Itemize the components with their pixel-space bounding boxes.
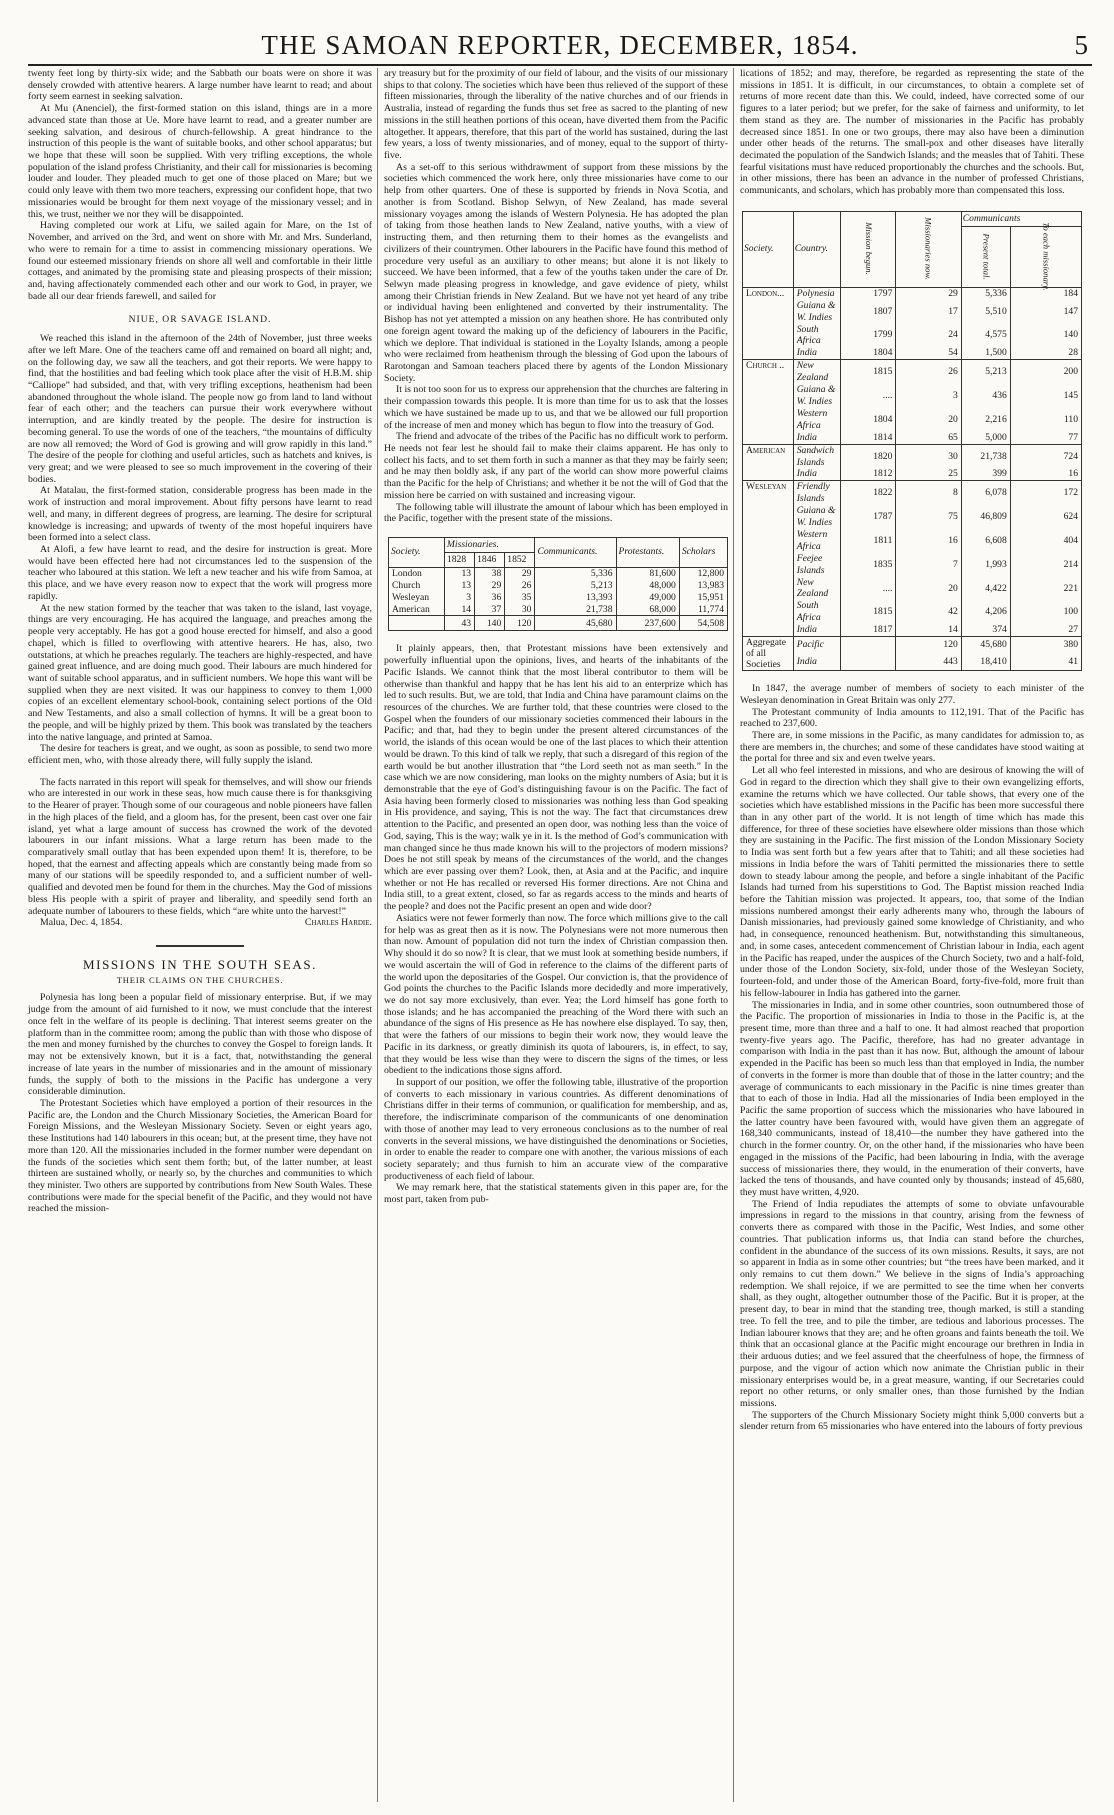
- table-cell: 120: [505, 616, 535, 631]
- article-title: MISSIONS IN THE SOUTH SEAS.: [82, 957, 317, 973]
- table-cell: 1822: [840, 481, 896, 505]
- table-cell: 18,410: [961, 654, 1010, 671]
- table-header: Communicants.: [535, 538, 616, 568]
- table-cell: 8: [896, 481, 961, 505]
- table-cell: 28: [1010, 347, 1081, 359]
- table-row: [743, 600, 1082, 624]
- paragraph: The missionaries in India, and in some other countries, soon outnumbered those of the Pacific. The proportion of missionaries in India to those in the Pacific is, at the present time, more than three and a half to one. It had almost reached that proportion twenty-five years ago. The Pacific, therefore, has had no greater advantage in comparison with India in the past than it has now. But, although the amount of labour expended in the Pacific has been so much less than that employed in India, the number of converts in the former is more than double that of those in the latter country; and the average of communicants to each missionary in the Pacific is nine times greater than that to each of those in India. Had all the missionaries of India been employed in the Pacific the same proportion of success which the missionaries who have laboured in the latter country have been favoured with, would have given them an aggregate of 168,340 communicants, instead of 18,410—the number they have gathered into the church in the former country. Or, on the other hand, if the missionaries who have been engaged in the missions of the Pacific, had been labouring in India, with the average success of missionaries there, they would, in the enumeration of their converts, have lacked the tens of thousands, and have counted only by thousands; instead of 45,680, they must have written, 4,920.: [740, 999, 1084, 1198]
- table-cell: Guiana & W. Indies: [793, 384, 840, 408]
- table-cell: 49,000: [616, 592, 679, 604]
- table-cell: 2,216: [961, 408, 1010, 432]
- table-cell: 30: [896, 444, 961, 468]
- table-header: Society.: [389, 538, 445, 568]
- table-cell: 43: [444, 616, 474, 631]
- table-cell: [743, 408, 794, 432]
- paragraph: The Friend of India repudiates the attempts of some to obviate unfavourable impressions in regard to the missions in that country, arising from the fewness of converts there as compared with those in the Pacific, West Indies, and some other countries. That publication informs us, that India can stand before the churches, confident in the abundance of the success of its own missions. Results, it says, are not so apparent in India as in some other countries; but “the trees have been marked, and it only remains to cut them down.” We believe in the signs of India’s approaching redemption. We shall rejoice, if we are permitted to see the time when her converts shall, as they ought, altogether outnumber those of the Pacific. But it is proper, at the present day, to bear in mind that the standing tree, though marked, is still a standing tree. To fell the tree, and to pile the timber, are tedious and laborious processes. The Indian labourer knows that they are; and he often groans and faints beneath the toil. We think that an occasional glance at the Pacific might encourage our brethren in India in their arduous duties; and we feel assured that the cheerfulness of hope, the firmness of purpose, and the vigour of action which now animate the Christian public in their missionary enterprises would be, in a great measure, wanting, if our Secretaries could report no other returns, or only smaller ones, than those furnished by the Indian missions.: [740, 1198, 1084, 1409]
- table-cell: 65: [896, 432, 961, 444]
- table-cell: 20: [896, 577, 961, 601]
- table-cell: 184: [1010, 287, 1081, 299]
- table-cell: 48,000: [616, 580, 679, 592]
- page-number: 5: [1074, 30, 1088, 60]
- table-cell: 15,951: [679, 592, 727, 604]
- table-cell: Aggregate of all Societies: [743, 637, 794, 671]
- table-cell: 1787: [840, 505, 896, 529]
- table-header-year: 1828: [444, 552, 474, 567]
- table-cell: [743, 553, 794, 577]
- paragraph: It plainly appears, then, that Protestant missions have been extensively and powerfully influential upon the opinions, lives, and hearts of the inhabitants of the Pacific Islands. We cannot think that the most liberal contributor to them will be otherwise than thankful and happy that he has lent his aid to an enterprize which has led to such results. But, we are told, that India and China have paramount claims on the resources of the churches. We are further told, that these countries were closed to the Gospel when the founders of our missionary societies commenced their labours in the Pacific; and that, had they to begin under the present altered circumstances of the world, the islands of this ocean would be one of the last places to which their attention would be drawn. To this kind of talk we reply, that such a disregard of this region of the earth would be but another illustration that “the Lord seeth not as man seeth.” In the case which we are now considering, man looks on the mighty numbers of Asia; but it is demonstrable that the eye of God’s distinguishing favour is on the Pacific. The fact of Asia having been formerly closed to missionaries was nothing less than God speaking in His providence, and saying, This is not the way. The fact that circumstances drew attention to the Pacific, and presented an open door, was nothing less than the voice of God, saying, This is the way; walk ye in it. Is the method of God’s communication with man changed since he thus made known his will to the projectors of modern missions? Does he not still speak by means of the circumstances of the world, and the changes which are ever passing over them? Look, then, at Asia and at the Pacific, and inquire whether or not He has recalled or reversed His former directions. Are not China and India still, to a great extent, closed, so far as regards access to the minds and hearts of the people? and does not the Pacific present an open and wide door?: [384, 643, 728, 913]
- table-cell: [743, 529, 794, 553]
- table-cell: 68,000: [616, 604, 679, 616]
- table-header: [896, 211, 961, 287]
- table-cell: Western Africa: [793, 529, 840, 553]
- paragraph: We reached this island in the afternoon of the 24th of November, just three weeks after we left Mare. One of the teachers came off and remained on board all night; and, on the following day, we saw all the teachers, and got their reports. We were happy to find, that the hostilities and bad feeling which took place after the visit of H.B.M. ship “Calliope” had subsided, and that, with very trifling exceptions, heathenism had been abandoned throughout the whole island. The people now go from land to land without fear of each other; and the teachers can pursue their work everywhere without interruption, and are kindly treated by the people. The desire for instruction is becoming general. To use the words of one of the teachers, “the mountains of difficulty are now all removed; the Word of God is growing and will grow rapidly in this land.” The desire of the people for clothing and useful articles, such as hatchets and knives, is very great; and we were pleased to see so much improvement in the covering of their bodies.: [28, 333, 372, 485]
- paragraph: The supporters of the Church Missionary Society might think 5,000 converts but a slender return from 65 missionaries who have entered into the labours of forty previous: [740, 1409, 1084, 1433]
- table-cell: 140: [475, 616, 505, 631]
- table-cell: 1815: [840, 600, 896, 624]
- table-cell: 443: [896, 654, 961, 671]
- table-row: [743, 553, 1082, 577]
- table-cell: 1815: [840, 360, 896, 384]
- table-cell: 1804: [840, 347, 896, 359]
- table-cell: 13: [444, 567, 474, 579]
- table-cell: London...: [743, 287, 794, 299]
- divider: [156, 945, 244, 947]
- table-header: [840, 211, 896, 287]
- table-cell: 3: [444, 592, 474, 604]
- table-cell: 5,336: [535, 567, 616, 579]
- table-cell: 724: [1010, 444, 1081, 468]
- table-cell: 21,738: [961, 444, 1010, 468]
- table-cell: 20: [896, 408, 961, 432]
- table-cell: 145: [1010, 384, 1081, 408]
- table-row: [743, 408, 1082, 432]
- paragraph: At Matalau, the first-formed station, considerable progress has been made in the work of instruction and moral improvement. About fifty persons have learnt to read well, and many, in different degrees of progress, are learning. The desire for scriptural knowledge is increasing; and upwards of twenty of the most hopeful inquirers have been formed into a select class.: [28, 485, 372, 544]
- paragraph: twenty feet long by thirty-six wide; and the Sabbath our boats were on shore it was densely crowded with attentive hearers. A large number have learnt to read; and about forty seem earnest in seeking salvation.: [28, 68, 372, 103]
- table-cell: 11,774: [679, 604, 727, 616]
- table-cell: American: [743, 444, 794, 468]
- paragraph: The desire for teachers is great, and we ought, as soon as possible, to send two more efficient men, who, with those already there, will fully supply the island.: [28, 743, 372, 766]
- table-header: [961, 226, 1010, 287]
- paragraph: Let all who feel interested in missions, and who are desirous of knowing the will of God in regard to the direction which they shall give to their own evangelizing efforts, examine the returns which we have collected. Our table shows, that every one of the societies which have established missions in the Pacific has been more successful there than in any other part of the world. It is not length of time which has made this difference, for three of these societies have elsewhere older missions than those which they are sustaining in the Pacific. The first mission of the London Missionary Society to India was sent forth but a few years after that to Tahiti; and all these societies had missions in India before the wars of Tahiti permitted the missionaries there to settle down to steady labour among the people, and before a single inhabitant of the Pacific Islands had turned from his superstitions to God. The Baptist mission reached India before the Tahitian mission was projected. It appears, too, that some of the Indian missions numbered amongst their early adherents many who, through the labours of Danish missionaries, had previously gained some knowledge of Christianity, and who had, in consequence, renounced heathenism. But, notwithstanding this simultaneous, and, in some cases, antecedent commencement of Christian labour in India, each agent in the Pacific has reaped, under the auspices of the Church Society, two and a half-fold, under those of the London Society, six-fold, under those of the Wesleyan Society, fourteen-fold, and under those of the American Board, forty-five-fold, more fruit than his fellow-labourer in India has gathered into the garner.: [740, 765, 1084, 999]
- table-cell: Church: [389, 580, 445, 592]
- table-body: [389, 567, 728, 616]
- table-cell: 38: [475, 567, 505, 579]
- table-row: [743, 300, 1082, 324]
- table-cell: [743, 324, 794, 348]
- table-cell: 26: [505, 580, 535, 592]
- table-cell: 77: [1010, 432, 1081, 444]
- table-row: [743, 577, 1082, 601]
- table-cell: 54,508: [679, 616, 727, 631]
- table-cell: 3: [896, 384, 961, 408]
- table-cell: 1807: [840, 300, 896, 324]
- table-cell: 110: [1010, 408, 1081, 432]
- table-header: [1010, 222, 1081, 291]
- paragraph: Having completed our work at Lifu, we sailed again for Mare, on the 1st of November, and arrived on the 3rd, and went on shore with Mr. and Mrs. Sunderland, who were to remain for a time to assist in commencing missionary operations. We found our esteemed missionary friends on shore all well and comfortable in their little cottages, and animated by the promising state and pleasing prospects of their mission; and, having affectionately commended each other and our work to God, in prayer, we bade all our dear friends farewell, and sailed for: [28, 220, 372, 302]
- paragraph: We may remark here, that the statistical statements given in this paper are, for the most part, taken from pub-: [384, 1182, 728, 1206]
- table-cell: 42: [896, 600, 961, 624]
- table-cell: Pacific: [793, 637, 840, 654]
- paragraph: It is not too soon for us to express our apprehension that the churches are faltering in their compassion towards this people. It is more than time for us to ask that the losses which we have sustained be made up to us, and that we be allowed our full proportion of the increase of men and money which has begun to flow into the treasury of God.: [384, 384, 728, 431]
- table-cell: [743, 468, 794, 480]
- table-cell: 4,575: [961, 324, 1010, 348]
- table-cell: Sandwich Islands: [793, 444, 840, 468]
- table-row: [743, 444, 1082, 468]
- table-cell: 1799: [840, 324, 896, 348]
- table-header-label: To each missionary.: [1041, 222, 1052, 291]
- table-row: [743, 468, 1082, 480]
- missionaries-table: [388, 537, 728, 631]
- table-cell: 12,800: [679, 567, 727, 579]
- table-cell: 5,336: [961, 287, 1010, 299]
- paragraph: In support of our position, we offer the following table, illustrative of the proportion of converts to each missionary in various countries. As different denominations of Christians differ in their terms of communion, or qualification for membership, and as, therefore, the indiscriminate comparison of the communicants of one denomination with those of another may lead to very erroneous conclusions as to the number of real converts in the several missions, we have distinguished the denominations or Societies, in order to enable the reader to compare one with another, the various missions of each society separately; and thus furnish to him an accurate view of the comparative productiveness of each field of labour.: [384, 1076, 728, 1182]
- table-total-row: [389, 616, 728, 631]
- table-row: [389, 567, 728, 579]
- paragraph: There are, in some missions in the Pacific, as many candidates for admission to, as there are members in, the churches; and some of these candidates have stood waiting at the portal for three and six and even twelve years.: [740, 729, 1084, 765]
- table-cell: 13,983: [679, 580, 727, 592]
- table-cell: ....: [840, 384, 896, 408]
- table-cell: 1812: [840, 468, 896, 480]
- table-cell: Wesleyan: [743, 481, 794, 505]
- newspaper-title: THE SAMOAN REPORTER, DECEMBER, 1854.: [261, 30, 859, 60]
- paragraph: The facts narrated in this report will speak for themselves, and will show our friends who are interested in our work in these seas, how much cause there is for thanksgiving to the Hearer of prayer. Though some of our courageous and noble pioneers have fallen in the high places of the field, and a gloom has, for the present, been cast over one fair island, yet what a large amount of success has crowned the work of the devoted labourers in our infant missions. What a large return has been made to the comparatively small outlay that has been expended upon them! It is, therefore, to be hoped, that the earnest and affecting appeals which are constantly being made from so many of our stations will be speedily responded to, and a sufficient number of well-qualified and devoted men be found for them in the churches. May the God of missions bless His people with a spirit of prayer and liberality, and speedily send forth an adequate number of labourers to these fields, which “are white unto the harvest!”: [28, 776, 372, 917]
- paragraph: Polynesia has long been a popular field of missionary enterprise. But, if we may judge from the amount of aid furnished to it now, we must conclude that the interest once felt in the welfare of its people is declining. That interest seems greater on the platform than in the committee room; among the public than with those who dispose of the men and money furnished by the churches to convey the Gospel to foreign lands. It may not be extensively known, but it is a fact, that, notwithstanding the general increase of late years in the number of missionaries and in the amount of missionary funds, the supply of both to the missions in the Pacific has undergone a very considerable diminution.: [28, 992, 372, 1098]
- table-cell: [743, 624, 794, 636]
- table-row: [389, 580, 728, 592]
- table-cell: 14: [444, 604, 474, 616]
- table-cell: 13: [444, 580, 474, 592]
- table-cell: [743, 600, 794, 624]
- table-cell: [743, 347, 794, 359]
- table-row: [743, 529, 1082, 553]
- paragraph: As a set-off to this serious withdrawment of support from these missions by the societies which commenced the work here, only three missionaries have come to our help from other quarters. One of these is supported by friends in Nova Scotia, and another is from Scotland. Bishop Selwyn, of New Zealand, has made several missionary voyages among the islands of Western Polynesia. He has adopted the plan of taking from those heathen lands to New Zealand, native youths, with a view of instructing them, and then returning them to their homes as the evangelists and civilizers of their countrymen. Other labourers in the Pacific have found this method of procedure very useful as an auxiliary to other means; but alone it is not likely to succeed. We have been informed, that a few of the youths taken under the care of Dr. Selwyn made pleasing progress in knowledge, and gave evidence of piety, whilst among their Christian friends in New Zealand. But we have not yet heard of any tribe or individual having been enlightened and converted by their instrumentality. The Bishop has not yet attempted a mission on any heathen shore. He has contributed only one foreign agent toward the making up of the deficiency of labourers in the Pacific, which we deplore. That individual is stationed in the Loyalty Islands, among a people who were reclaimed from heathenism through the blessing of God upon the labours of Rarotongan and Samoan teachers placed there by agents of the London Missionary Society.: [384, 161, 728, 384]
- table-cell: [743, 432, 794, 444]
- table-cell: Church ..: [743, 360, 794, 384]
- table-cell: 380: [1010, 637, 1081, 654]
- table-cell: 237,600: [616, 616, 679, 631]
- paragraph: At Alofi, a few have learnt to read, and the desire for instruction is great. More would have been effected here had not circumstances led to the suspension of the teacher who laboured at this station. We left a new teacher and his wife from Samoa, at this place, and we have every reason now to expect that the work will progress more rapidly.: [28, 544, 372, 602]
- table-cell: 4,206: [961, 600, 1010, 624]
- table-cell: 75: [896, 505, 961, 529]
- paragraph: Asiatics were not fewer formerly than now. The force which millions give to the call for help was as great then as it is now. The Polynesians were not more numerous then than now. Amount of population did not turn the index of Christian compassion then. Why should it do so now? It is clear, that we must look at something beside numbers, if we would ascertain the will of God in reference to the claims of the different parts of the world upon the depositaries of the Gospel. Our conviction is, that the providence of God points the churches to the Pacific Islands more decidedly and more imperatively, we do not say more exclusively, than ever. Yea; the Lord himself has gone forth to those islands; and he has accompanied the preaching of the Word there with such an abundance of the signs of His presence as He has nowhere else displayed. To say, then, that were the fathers of our missions to begin their work now, they would leave the Pacific in its darkness, or greatly diminish its quota of labourers, is, in effect, to say, that they would be less wise than they were to discern the signs of the times, or less obedient to the indications those signs afford.: [384, 912, 728, 1077]
- table-header: Society.: [743, 211, 794, 287]
- table-cell: Friendly Islands: [793, 481, 840, 505]
- table-row: [743, 287, 1082, 299]
- table-cell: 172: [1010, 481, 1081, 505]
- table-row: [743, 384, 1082, 408]
- table-cell: 624: [1010, 505, 1081, 529]
- table-cell: India: [793, 432, 840, 444]
- table-cell: 5,213: [961, 360, 1010, 384]
- table-cell: 1811: [840, 529, 896, 553]
- table-cell: New Zealand: [793, 577, 840, 601]
- table-row: [743, 347, 1082, 359]
- table-row: [743, 432, 1082, 444]
- table-cell: 140: [1010, 324, 1081, 348]
- table-row: [743, 637, 1082, 654]
- table-cell: 46,809: [961, 505, 1010, 529]
- table-header-label: Missionaries now.: [924, 217, 935, 281]
- table-row: [743, 505, 1082, 529]
- table-cell: 29: [896, 287, 961, 299]
- table-cell: 436: [961, 384, 1010, 408]
- table-cell: 81,600: [616, 567, 679, 579]
- table-cell: 17: [896, 300, 961, 324]
- table-cell: 147: [1010, 300, 1081, 324]
- table-cell: 1804: [840, 408, 896, 432]
- table-cell: 45,680: [535, 616, 616, 631]
- paragraph: The friend and advocate of the tribes of the Pacific has no difficult work to perform. He needs not fear lest he should fail to make their claims apparent. He has only to collect his facts, and to set them forth in such a manner as that they may be fairly seen; and he may then boldly ask, if any part of the world can show more powerful claims than the Pacific for the help of Christians; and whether it be not the will of God that the mission here be carried on with sustained and increasing vigour.: [384, 431, 728, 501]
- table-header: Missionaries.: [444, 538, 535, 553]
- table-cell: 200: [1010, 360, 1081, 384]
- table-cell: 37: [475, 604, 505, 616]
- table-cell: 27: [1010, 624, 1081, 636]
- table-cell: Polynesia: [793, 287, 840, 299]
- table-header-label: Mission begun.: [863, 222, 874, 276]
- table-cell: 13,393: [535, 592, 616, 604]
- table-cell: 26: [896, 360, 961, 384]
- table-cell: 24: [896, 324, 961, 348]
- table-cell: 21,738: [535, 604, 616, 616]
- paragraph: The following table will illustrate the amount of labour which has been employed in the Pacific, together with the present state of the missions.: [384, 501, 728, 525]
- table-header: Scholars: [679, 538, 727, 568]
- signature-line: [28, 917, 372, 929]
- section-heading: NIUE, OR SAVAGE ISLAND.: [128, 314, 272, 326]
- table-cell: 36: [475, 592, 505, 604]
- table-cell: 221: [1010, 577, 1081, 601]
- table-cell: India: [793, 654, 840, 671]
- table-cell: 41: [1010, 654, 1081, 671]
- table-cell: American: [389, 604, 445, 616]
- table-cell: India: [793, 624, 840, 636]
- paragraph: At Mu (Anenciel), the first-formed station on this island, things are in a more advanced state than those at Ue. More have learnt to read, and a greater number are seeking salvation, and desirous of church-fellowship. A great hindrance to the instruction of this people is the want of suitable books, and other school apparatus; but we hope that these will soon be supplied. With very trifling exceptions, the whole population of the island profess Christianity, and their call for missionaries is becoming louder and louder. They pleaded much to get one of those placed on Mare; but we could only leave with them two more teachers, expressing our confident hope, that two missionaries would be brought for them next voyage of the missionary vessel; and in this, we trust, neither we nor they will be disappointed.: [28, 103, 372, 220]
- column-1: [28, 68, 372, 1215]
- table-cell: India: [793, 347, 840, 359]
- table-cell: New Zealand: [793, 360, 840, 384]
- signature-name: Charles Hardie.: [304, 917, 372, 929]
- table-body: [743, 287, 1082, 670]
- table-cell: Western Africa: [793, 408, 840, 432]
- table-header-year: 1852: [505, 552, 535, 567]
- table-cell: 100: [1010, 600, 1081, 624]
- table-row: [743, 654, 1082, 671]
- table-cell: Guiana & W. Indies: [793, 505, 840, 529]
- table-cell: 45,680: [961, 637, 1010, 654]
- table-header-year: 1846: [475, 552, 505, 567]
- table-cell: 4,422: [961, 577, 1010, 601]
- table-header: Protestants.: [616, 538, 679, 568]
- table-cell: 1820: [840, 444, 896, 468]
- paragraph: At the new station formed by the teacher that was taken to the island, last voyage, things are very encouraging. He has acquired the language, and preaches among the people very acceptably. He has got a good house erected for himself, and also a good chapel, which is filled to overflowing with attentive hearers. He has, also, two outstations, at which he preaches regularly. The teachers are highly-respected, and have gained great influence, and are doing much good. Their labours are much hindered for want of suitable school apparatus, and in sufficient numbers. We hope this want will be supplied when they are next visited. It was our happiness to convey to them 1,000 copies of an excellent elementary school-book, containing select portions of the Old and New Testaments, and also a small collection of hymns. It will be a great boon to the people, and will be highly prized by them. This book was translated by the teachers into the native language, and printed at Samoa.: [28, 602, 372, 743]
- table-cell: 1,500: [961, 347, 1010, 359]
- table-cell: 30: [505, 604, 535, 616]
- table-row: [389, 604, 728, 616]
- table-cell: [743, 300, 794, 324]
- table-cell: 6,608: [961, 529, 1010, 553]
- table-cell: 7: [896, 553, 961, 577]
- table-cell: [743, 577, 794, 601]
- table-row: [743, 360, 1082, 384]
- article-subtitle: THEIR CLAIMS ON THE CHURCHES.: [116, 974, 284, 985]
- table-cell: South Africa: [793, 600, 840, 624]
- paragraph: The Protestant community of India amounts to 112,191. That of the Pacific has reached to 237,600.: [740, 706, 1084, 730]
- column-rule: [377, 68, 378, 1802]
- table-cell: 54: [896, 347, 961, 359]
- table-cell: 5,213: [535, 580, 616, 592]
- column-3: [740, 68, 1084, 1433]
- table-cell: 120: [896, 637, 961, 654]
- table-cell: 374: [961, 624, 1010, 636]
- table-cell: London: [389, 567, 445, 579]
- table-cell: 35: [505, 592, 535, 604]
- paragraph: ary treasury but for the proximity of our field of labour, and the visits of our missionary ships to that colony. The societies which have been thus relieved of the support of these fifteen missionaries, through the liberality of the native churches and of our friends in Australia, instead of regarding the funds thus set free as sacred to the planting of new missions in the still heathen portions of this ocean, have diverted them from the Pacific altogether. It appears, therefore, that this part of the world has sustained, during the last few years, a loss of twenty missionaries, and of money, equal to the support of thirty-five.: [384, 68, 728, 162]
- table-cell: 1835: [840, 553, 896, 577]
- table-cell: 5,000: [961, 432, 1010, 444]
- communicants-table: [742, 211, 1082, 671]
- table-cell: 29: [505, 567, 535, 579]
- table-cell: [743, 505, 794, 529]
- table-row: [743, 481, 1082, 505]
- table-cell: 16: [896, 529, 961, 553]
- table-row: [743, 324, 1082, 348]
- table-cell: India: [793, 468, 840, 480]
- table-cell: 404: [1010, 529, 1081, 553]
- table-row: [743, 624, 1082, 636]
- table-cell: Wesleyan: [389, 592, 445, 604]
- table-cell: Guiana & W. Indies: [793, 300, 840, 324]
- table-cell: ....: [840, 577, 896, 601]
- table-row: [389, 592, 728, 604]
- signature-place: Malua, Dec. 4, 1854.: [40, 917, 123, 929]
- table-cell: 214: [1010, 553, 1081, 577]
- paragraph: The Protestant Societies which have employed a portion of their resources in the Pacific are, the London and the Church Missionary Societies, the American Board for Foreign Missions, and the Wesleyan Missionary Society. Seven or eight years ago, these Institutions had 140 labourers in this ocean; but, at the present time, they have not more than 120. All the missionaries included in the former number were dependant on the funds of the societies which sent them forth; but, of the latter number, at least thirteen are sustained wholly, or nearly so, by the churches and communities to which they minister. Two others are supported by contributions from New South Wales. These contributions were made for the special benefit of the Pacific, and they would not have reached the mission-: [28, 1097, 372, 1215]
- paragraph: In 1847, the average number of members of society to each minister of the Wesleyan denomination in Great Britain was only 277.: [740, 683, 1084, 706]
- table-cell: 6,078: [961, 481, 1010, 505]
- table-cell: 1,993: [961, 553, 1010, 577]
- masthead: [28, 30, 1092, 66]
- table-header: Communicants: [961, 211, 1081, 226]
- table-cell: 1814: [840, 432, 896, 444]
- table-cell: [840, 637, 896, 654]
- table-cell: South Africa: [793, 324, 840, 348]
- table-cell: 1797: [840, 287, 896, 299]
- table-cell: [840, 654, 896, 671]
- table-cell: 16: [1010, 468, 1081, 480]
- column-rule: [733, 68, 734, 1802]
- table-cell: 25: [896, 468, 961, 480]
- table-cell: 14: [896, 624, 961, 636]
- table-cell: 29: [475, 580, 505, 592]
- table-header-label: Present total.: [981, 233, 992, 280]
- table-cell: 1817: [840, 624, 896, 636]
- table-cell: Feejee Islands: [793, 553, 840, 577]
- table-cell: [743, 384, 794, 408]
- column-2: [384, 68, 728, 1206]
- table-cell: 399: [961, 468, 1010, 480]
- paragraph: lications of 1852; and may, therefore, be regarded as representing the state of the missions in 1851. It is difficult, in our circumstances, to obtain a complete set of returns of more recent date than this. We could, indeed, have corrected some of our figures to a later period; but we prefer, for the sake of fairness and uniformity, to let them stand as they are. The number of missionaries in the Pacific has probably decreased since 1851. In one or two groups, there may also have been a diminution under other heads of the returns. The small-pox and other diseases have literally decimated the population of the Sandwich Islands; and the measles that of Tahiti. These fearful visitations must have reduced proportionably the churches and the schools. But, in other missions, there has been an advance in the number of professed Christians, communicants, and scholars, which has probably more than compensated this loss.: [740, 68, 1084, 197]
- table-header: Country.: [793, 211, 840, 287]
- table-cell: 5,510: [961, 300, 1010, 324]
